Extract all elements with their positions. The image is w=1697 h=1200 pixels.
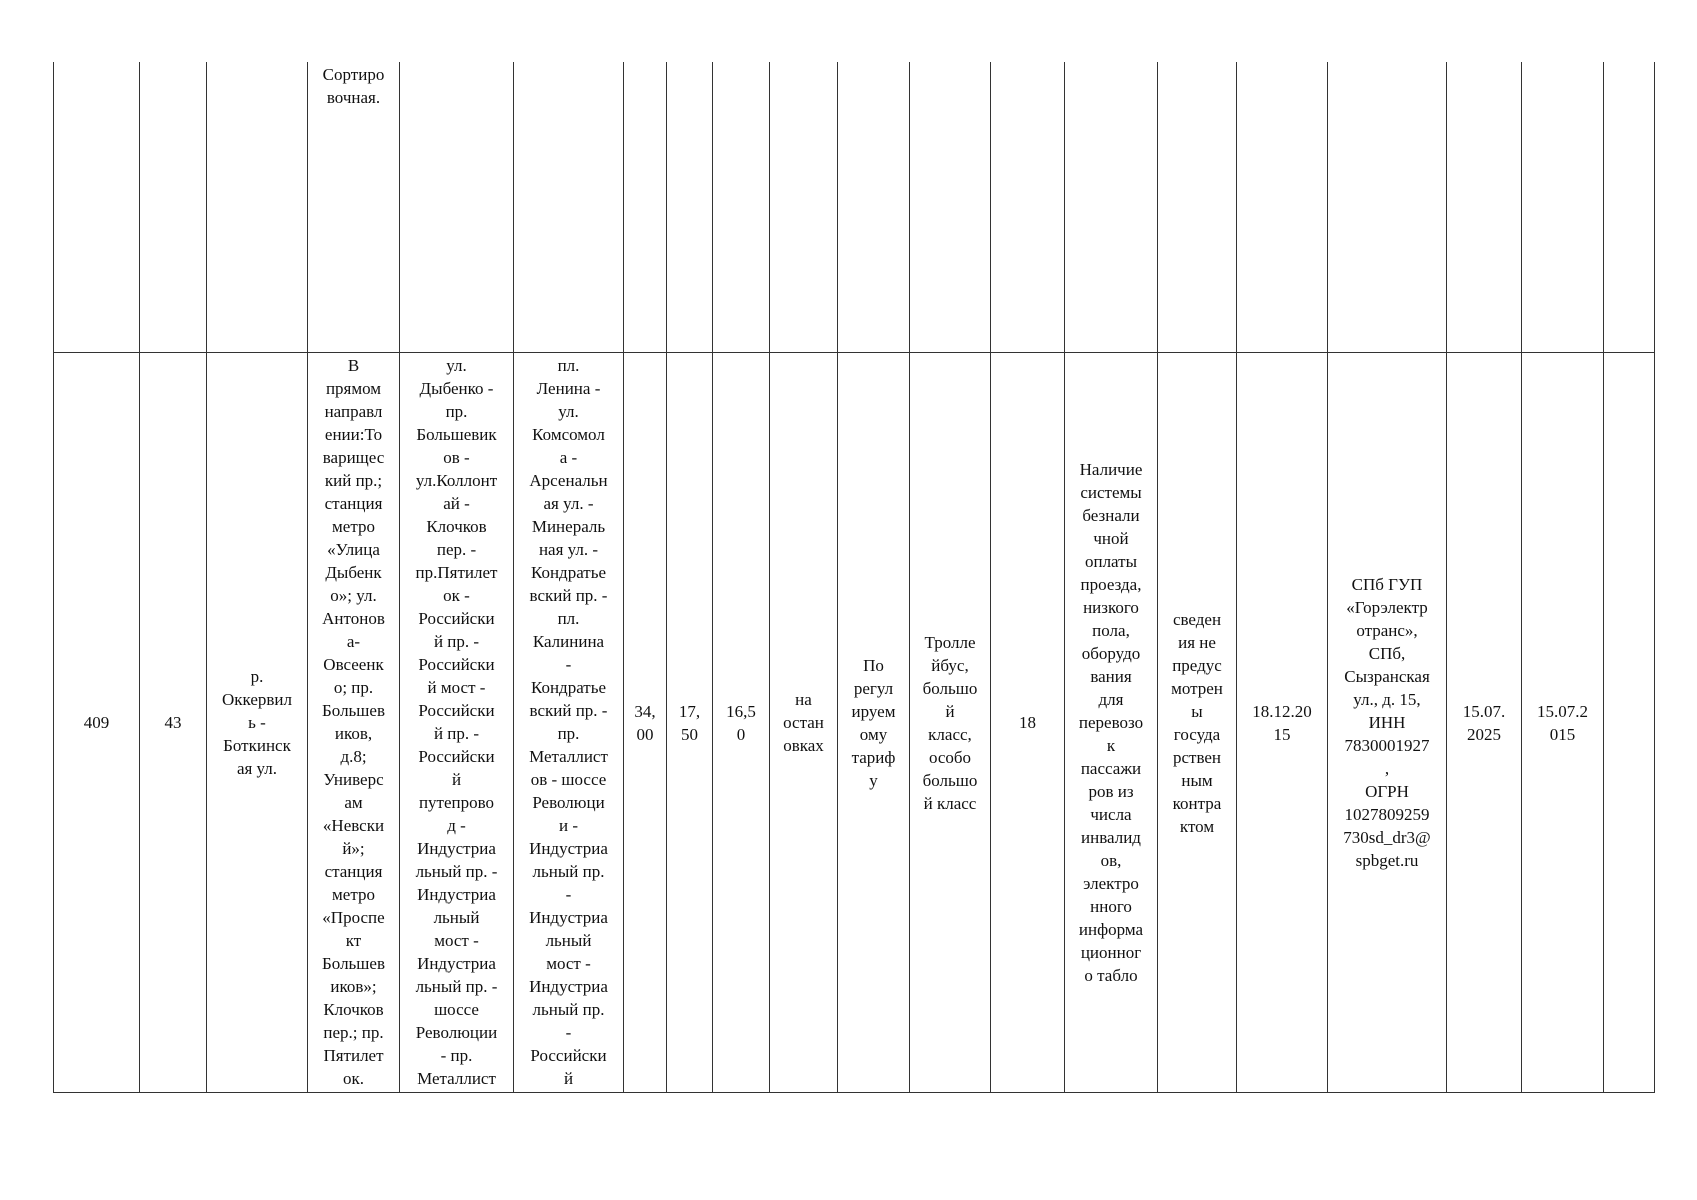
cell-stops: В прямом направл ении:То варищес кий пр.; станция метро «Улица Дыбенк о»; ул. Антонов а- Овсеенк о; пр. Большев иков, д.8; Универс ам «Невски й»; станция метро «Проспе кт Большев иков»; Клочков пер.; пр. Пятилет ок. (308, 353, 400, 1093)
cell-boarding-order: на остан овках (770, 353, 838, 1093)
cell-stops: Сортиро вочная. (308, 62, 400, 353)
cell-environment-class: сведен ия не предус мотрен ы госуда рствен ным контра ктом (1158, 353, 1237, 1093)
cell-route-name: р. Оккервил ь - Боткинск ая ул. (207, 353, 308, 1093)
cell-streets-forward: ул. Дыбенко - пр. Большевик ов - ул.Коллонт ай - Клочков пер. - пр.Пятилет ок - Российски й пр. - Российски й мост - Российски й пр. - Российски й путепрово д - Индустриа льный пр. - Индустриа льный мост - Индустриа льный пр. - шоссе Революции - пр. Металлист (400, 353, 514, 1093)
cell-registry-number: 409 (54, 353, 140, 1093)
cell-route-name (207, 62, 308, 353)
cell-notes (1604, 353, 1655, 1093)
cell-route-number (140, 62, 207, 353)
cell-length-total (624, 62, 667, 353)
route-registry-table (53, 62, 1655, 1093)
cell-streets-forward (400, 62, 514, 353)
cell-vehicle-features: Наличие системы безнали чной оплаты проезда, низкого пола, оборудо вания для перевозо к пассажи ров из числа инвалид ов, электро нного информа ционног о табло (1065, 353, 1158, 1093)
cell-start-date: 18.12.20 15 (1237, 353, 1328, 1093)
cell-streets-backward: пл. Ленина - ул. Комсомол а - Арсенальн ая ул. - Минераль ная ул. - Кондратье вский пр. - пл. Калинина - Кондратье вский пр. - пр. Металлист ов - шоссе Революци и - Индустриа льный пр. - Индустриа льный мост - Индустриа льный пр. - Российски й (514, 353, 624, 1093)
cell-contract-end: 15.07. 2025 (1447, 353, 1522, 1093)
cell-length-forward: 17, 50 (667, 353, 713, 1093)
cell-start-date (1237, 62, 1328, 353)
cell-vehicle-count (991, 62, 1065, 353)
cell-notes (1604, 62, 1655, 353)
cell-streets-backward (514, 62, 624, 353)
cell-vehicle-features (1065, 62, 1158, 353)
cell-length-forward (667, 62, 713, 353)
cell-vehicle-type (910, 62, 991, 353)
cell-tariff-type (838, 62, 910, 353)
cell-environment-class (1158, 62, 1237, 353)
cell-vehicle-type: Тролле йбус, большо й класс, особо большо й класс (910, 353, 991, 1093)
cell-boarding-order (770, 62, 838, 353)
cell-length-backward (713, 62, 770, 353)
cell-vehicle-count: 18 (991, 353, 1065, 1093)
cell-carrier: СПб ГУП «Горэлектр отранс», СПб, Сызранская ул., д. 15, ИНН 7830001927 , ОГРН 1027809259 730sd_dr3@ spbget.ru (1328, 353, 1447, 1093)
cell-registry-number (54, 62, 140, 353)
table-row (54, 62, 1655, 353)
cell-route-number: 43 (140, 353, 207, 1093)
table-row (54, 353, 1655, 1093)
cell-contract-start: 15.07.2 015 (1522, 353, 1604, 1093)
cell-contract-end (1447, 62, 1522, 353)
cell-contract-start (1522, 62, 1604, 353)
cell-length-backward: 16,5 0 (713, 353, 770, 1093)
cell-length-total: 34, 00 (624, 353, 667, 1093)
cell-tariff-type: По регул ируем ому тариф у (838, 353, 910, 1093)
cell-carrier (1328, 62, 1447, 353)
